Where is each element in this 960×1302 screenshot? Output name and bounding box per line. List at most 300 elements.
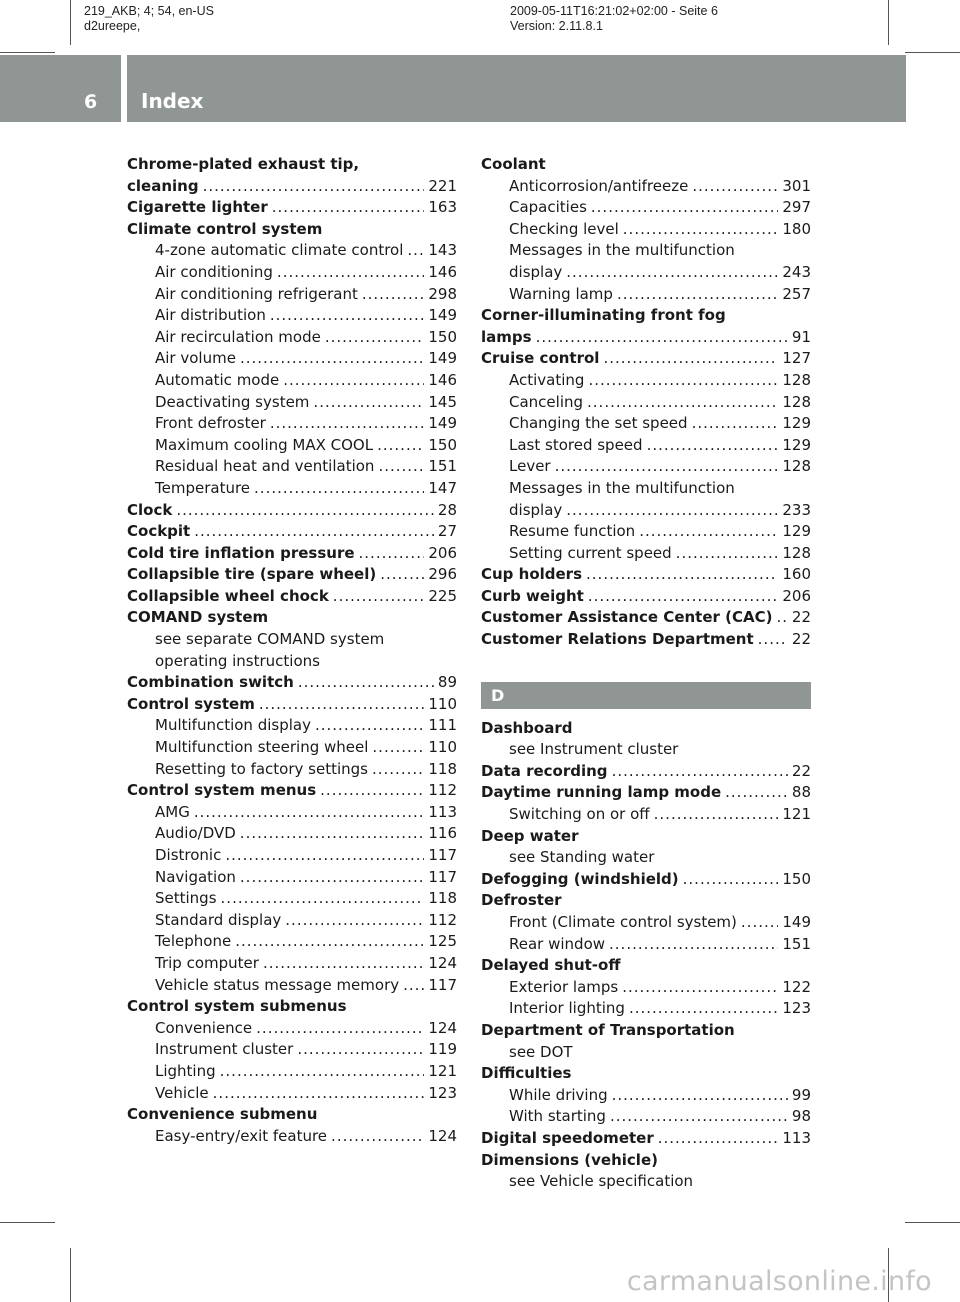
dot-leader <box>372 759 424 781</box>
page-reference[interactable]: 99 <box>791 1085 811 1104</box>
page-reference[interactable]: 88 <box>791 783 811 802</box>
index-entry <box>481 761 811 783</box>
entry-label: Residual heat and ventilation <box>155 457 375 476</box>
index-subentry <box>481 284 811 306</box>
page-reference[interactable]: 128 <box>782 370 811 389</box>
entry-label: With starting <box>509 1107 606 1126</box>
crop-mark <box>0 52 55 53</box>
index-subentry <box>127 845 457 867</box>
page-reference[interactable]: 113 <box>782 1128 811 1147</box>
index-entry <box>481 1150 811 1172</box>
entry-label: Last stored speed <box>509 435 643 454</box>
page-reference[interactable]: 123 <box>428 1083 457 1102</box>
entry-label: Distronic <box>155 846 222 864</box>
entry-label: Combination switch <box>127 673 294 692</box>
index-subentry <box>481 739 811 761</box>
dot-leader <box>256 1018 424 1040</box>
section-letter: D <box>491 685 505 705</box>
dot-leader <box>203 176 425 198</box>
index-entry <box>127 521 457 543</box>
index-entry <box>481 586 811 608</box>
dot-leader <box>283 370 424 392</box>
index-entry <box>481 1020 811 1042</box>
index-group-d <box>481 718 811 1193</box>
page-reference[interactable]: 98 <box>791 1107 811 1126</box>
page-reference[interactable]: 150 <box>428 435 457 454</box>
entry-label: Defogging (windshield) <box>481 869 679 888</box>
dot-leader <box>617 284 778 306</box>
page-reference[interactable]: 117 <box>428 975 457 994</box>
dot-leader <box>240 823 425 845</box>
entry-label: see Standing water <box>509 848 655 867</box>
dot-leader <box>320 780 424 802</box>
index-entry <box>127 564 457 586</box>
index-entry <box>481 890 811 912</box>
entry-label: Canceling <box>509 392 584 411</box>
page-reference[interactable]: 22 <box>791 608 811 627</box>
page-reference[interactable]: 121 <box>782 805 811 824</box>
entry-label: Lighting <box>155 1061 216 1080</box>
entry-label: Dashboard <box>481 718 573 737</box>
index-subentry <box>127 737 457 759</box>
dot-leader <box>676 543 779 565</box>
entry-label: Air recirculation mode <box>155 327 321 346</box>
page-reference[interactable]: 127 <box>782 349 811 368</box>
entry-label: Customer Assistance Center (CAC) <box>481 608 773 627</box>
index-subentry <box>127 1061 457 1083</box>
page-reference[interactable]: 257 <box>782 284 811 303</box>
index-subentry <box>127 1039 457 1061</box>
index-subentry <box>481 912 811 934</box>
entry-label: Customer Relations Department <box>481 630 754 649</box>
page-reference[interactable]: 28 <box>437 500 457 519</box>
dot-leader <box>612 761 788 783</box>
entry-label: Chrome-plated exhaust tip, <box>127 155 360 173</box>
page-reference[interactable]: 110 <box>428 738 457 757</box>
section-letter-band <box>481 682 811 709</box>
dot-leader <box>741 912 778 934</box>
dot-leader <box>758 629 788 651</box>
index-subentry <box>127 262 457 284</box>
dot-leader <box>603 348 778 370</box>
dot-leader <box>285 910 424 932</box>
index-subentry <box>127 629 457 651</box>
entry-label: Front (Climate control system) <box>509 913 737 931</box>
entry-label: Temperature <box>155 478 251 497</box>
page-reference[interactable]: 113 <box>428 802 457 821</box>
index-subentry <box>127 931 457 953</box>
crop-mark <box>70 1248 71 1302</box>
entry-label: Audio/DVD <box>155 824 236 843</box>
entry-label: see DOT <box>509 1042 573 1061</box>
dot-leader <box>298 672 434 694</box>
entry-label: Daytime running lamp mode <box>481 783 722 802</box>
entry-label: Curb weight <box>481 586 584 605</box>
page-reference[interactable]: 118 <box>428 889 457 908</box>
dot-leader <box>623 219 779 241</box>
entry-label: Activating <box>509 370 585 389</box>
dot-leader <box>591 197 778 219</box>
entry-label: lamps <box>481 327 532 346</box>
dot-leader <box>566 500 778 522</box>
entry-label: While driving <box>509 1085 608 1104</box>
page-reference[interactable]: 160 <box>782 565 811 584</box>
dot-leader <box>297 1039 424 1061</box>
index-entry <box>481 955 811 977</box>
dot-leader <box>254 478 424 500</box>
page-reference[interactable]: 233 <box>782 500 811 519</box>
page-reference[interactable]: 149 <box>428 349 457 368</box>
page-reference[interactable]: 145 <box>428 392 457 411</box>
dot-leader <box>587 392 778 414</box>
page-reference[interactable]: 128 <box>782 543 811 562</box>
entry-label: Control system <box>127 694 255 713</box>
page-reference[interactable]: 129 <box>782 414 811 433</box>
index-entry <box>127 176 457 198</box>
index-entry <box>481 564 811 586</box>
index-group-c <box>481 154 811 651</box>
entry-label: Collapsible wheel chock <box>127 586 329 605</box>
print-user-line: d2ureepe, <box>84 19 141 33</box>
dot-leader <box>325 327 425 349</box>
index-subentry <box>481 847 811 869</box>
page-reference[interactable]: 125 <box>428 932 457 951</box>
page-reference[interactable]: 116 <box>428 824 457 843</box>
dot-leader <box>588 586 779 608</box>
entry-label: Switching on or off <box>509 805 650 824</box>
dot-leader <box>259 694 425 716</box>
page-reference[interactable]: 243 <box>782 262 811 281</box>
index-subentry <box>481 1106 811 1128</box>
page-reference[interactable]: 118 <box>428 759 457 778</box>
print-version-line: Version: 2.11.8.1 <box>510 19 603 33</box>
index-entry <box>481 305 811 327</box>
page-reference[interactable]: 163 <box>428 198 457 217</box>
index-subentry <box>127 478 457 500</box>
entry-label: Deep water <box>481 826 579 845</box>
entry-label: Air conditioning refrigerant <box>155 284 358 303</box>
index-subentry <box>127 867 457 889</box>
page-reference[interactable]: 124 <box>428 1126 457 1145</box>
dot-leader <box>362 284 425 306</box>
index-subentry <box>481 1085 811 1107</box>
entry-label: Anticorrosion/antifreeze <box>509 176 689 195</box>
dot-leader <box>692 176 778 198</box>
entry-label: Settings <box>155 889 217 908</box>
entry-label: Cigarette lighter <box>127 198 268 217</box>
page-reference[interactable]: 147 <box>428 478 457 497</box>
page-reference[interactable]: 143 <box>428 241 457 260</box>
index-subentry <box>481 804 811 826</box>
entry-label: Exterior lamps <box>509 977 619 996</box>
page-reference[interactable]: 150 <box>782 869 811 888</box>
entry-label: Coolant <box>481 155 546 173</box>
dot-leader <box>380 564 424 586</box>
entry-label: Dimensions (vehicle) <box>481 1150 658 1169</box>
dot-leader <box>194 802 425 824</box>
entry-label: Climate control system <box>127 219 323 238</box>
dot-leader <box>359 543 425 565</box>
dot-leader <box>272 197 425 219</box>
header-separator <box>121 55 127 122</box>
index-subentry <box>481 413 811 435</box>
index-entry <box>481 826 811 848</box>
entry-label: Control system menus <box>127 781 317 800</box>
page-reference[interactable]: 124 <box>428 953 457 972</box>
crop-mark <box>905 52 960 53</box>
dot-leader <box>536 327 788 349</box>
entry-label: Front defroster <box>155 414 266 433</box>
page-reference[interactable]: 206 <box>428 543 457 562</box>
dot-leader <box>220 1061 425 1083</box>
page-reference[interactable]: 128 <box>782 392 811 411</box>
page-reference[interactable]: 297 <box>782 198 811 217</box>
dot-leader <box>372 737 424 759</box>
entry-label: Multifunction steering wheel <box>155 738 369 757</box>
print-metadata-right <box>510 4 718 34</box>
entry-label: AMG <box>155 802 190 821</box>
page-reference[interactable]: 117 <box>428 846 457 864</box>
entry-label: Rear window <box>509 934 606 953</box>
page-reference[interactable]: 149 <box>428 306 457 325</box>
index-subentry <box>127 715 457 737</box>
dot-leader <box>315 715 424 737</box>
dot-leader <box>654 804 779 826</box>
entry-label: Maximum cooling MAX COOL <box>155 435 374 454</box>
index-entry <box>127 154 457 176</box>
index-subentry <box>481 197 811 219</box>
page-reference[interactable]: 129 <box>782 522 811 541</box>
dot-leader <box>235 931 424 953</box>
page-number: 6 <box>84 91 98 113</box>
index-subentry <box>127 435 457 457</box>
page-reference[interactable]: 122 <box>782 977 811 996</box>
entry-label: Messages in the multifunction <box>509 241 735 260</box>
dot-leader <box>588 370 778 392</box>
page-reference[interactable]: 128 <box>782 457 811 476</box>
page-reference[interactable]: 89 <box>437 673 457 692</box>
entry-label: Deactivating system <box>155 392 310 411</box>
page-reference[interactable]: 91 <box>791 327 811 346</box>
dot-leader <box>629 998 778 1020</box>
entry-label: see Vehicle specification <box>509 1172 694 1191</box>
page-title: Index <box>141 89 204 113</box>
index-subentry <box>481 370 811 392</box>
index-subentry <box>127 392 457 414</box>
index-subentry <box>481 219 811 241</box>
index-subentry <box>127 348 457 370</box>
index-subentry <box>481 543 811 565</box>
dot-leader <box>333 586 425 608</box>
print-job-line: 219_AKB; 4; 54, en-US <box>84 4 214 18</box>
entry-label: Cold tire inflation pressure <box>127 543 355 562</box>
dot-leader <box>692 413 779 435</box>
index-subentry <box>481 934 811 956</box>
entry-label: Setting current speed <box>509 543 672 562</box>
page-header-band <box>0 55 906 122</box>
page-reference[interactable]: 124 <box>428 1018 457 1037</box>
page-reference[interactable]: 206 <box>782 586 811 605</box>
index-entry <box>481 154 811 176</box>
index-subentry <box>481 998 811 1020</box>
index-entry <box>481 1063 811 1085</box>
page-reference[interactable]: 121 <box>428 1061 457 1080</box>
dot-leader <box>313 392 424 414</box>
entry-label: Cockpit <box>127 522 191 541</box>
dot-leader <box>776 607 787 629</box>
watermark: carmanualsonline.info <box>626 1266 932 1297</box>
page-reference[interactable]: 225 <box>428 586 457 605</box>
print-timestamp-line: 2009-05-11T16:21:02+02:00 - Seite 6 <box>510 4 718 18</box>
index-subentry <box>127 651 457 673</box>
index-subentry <box>127 1126 457 1148</box>
index-subentry <box>481 456 811 478</box>
index-subentry <box>127 823 457 845</box>
index-subentry <box>127 370 457 392</box>
dot-leader <box>213 1083 425 1105</box>
entry-label: display <box>509 500 563 519</box>
index-subentry <box>481 240 811 262</box>
index-subentry <box>481 435 811 457</box>
dot-leader <box>194 521 434 543</box>
entry-label: Difficulties <box>481 1064 572 1083</box>
index-entry <box>127 607 457 629</box>
dot-leader <box>725 782 788 804</box>
page-reference[interactable]: 301 <box>782 176 811 195</box>
index-entry <box>127 996 457 1018</box>
page-reference[interactable]: 111 <box>428 716 457 735</box>
page-reference[interactable]: 150 <box>428 327 457 346</box>
page-reference[interactable]: 22 <box>791 630 811 649</box>
index-entry <box>481 782 811 804</box>
entry-label: Lever <box>509 457 551 476</box>
page-reference[interactable]: 112 <box>428 781 457 800</box>
entry-label: display <box>509 262 563 281</box>
index-subentry <box>127 240 457 262</box>
entry-label: Telephone <box>155 932 232 951</box>
dot-leader <box>221 888 425 910</box>
page-reference[interactable]: 149 <box>782 913 811 931</box>
page-reference[interactable]: 119 <box>428 1040 457 1059</box>
page-reference[interactable]: 112 <box>428 910 457 929</box>
index-entry <box>127 219 457 241</box>
page-reference[interactable]: 296 <box>428 565 457 584</box>
page-reference[interactable]: 22 <box>791 761 811 780</box>
dot-leader <box>240 348 424 370</box>
page-reference[interactable]: 117 <box>428 867 457 886</box>
crop-mark <box>0 1222 55 1223</box>
dot-leader <box>407 240 424 262</box>
index-subentry <box>127 1018 457 1040</box>
page-reference[interactable]: 180 <box>782 219 811 238</box>
index-subentry <box>481 1171 811 1193</box>
dot-leader <box>612 1085 788 1107</box>
page-reference[interactable]: 151 <box>782 934 811 953</box>
dot-leader <box>225 845 424 867</box>
crop-mark <box>905 1222 960 1223</box>
index-entry <box>481 607 811 629</box>
index-entry <box>127 197 457 219</box>
index-subentry <box>127 305 457 327</box>
index-subentry <box>127 802 457 824</box>
print-metadata-left <box>84 4 214 34</box>
dot-leader <box>683 869 779 891</box>
page-reference[interactable]: 110 <box>428 694 457 713</box>
crop-mark <box>888 0 889 45</box>
index-subentry <box>481 1042 811 1064</box>
entry-label: Cruise control <box>481 349 600 368</box>
page-reference[interactable]: 146 <box>428 262 457 281</box>
index-entry <box>481 869 811 891</box>
entry-label: Vehicle <box>155 1083 209 1102</box>
page-reference[interactable]: 151 <box>428 457 457 476</box>
index-subentry <box>481 977 811 999</box>
dot-leader <box>609 934 778 956</box>
page-reference[interactable]: 146 <box>428 370 457 389</box>
dot-leader <box>658 1128 779 1150</box>
dot-leader <box>277 262 424 284</box>
entry-label: Resume function <box>509 522 636 541</box>
index-subentry <box>481 262 811 284</box>
entry-label: Air distribution <box>155 306 266 325</box>
dot-leader <box>647 435 779 457</box>
page-reference[interactable]: 221 <box>428 176 457 195</box>
index-subentry <box>127 888 457 910</box>
entry-label: Changing the set speed <box>509 414 688 433</box>
index-entry <box>127 694 457 716</box>
entry-label: Collapsible tire (spare wheel) <box>127 565 377 584</box>
entry-label: Cup holders <box>481 565 583 584</box>
dot-leader <box>176 500 434 522</box>
entry-label: cleaning <box>127 176 199 195</box>
entry-label: Automatic mode <box>155 370 280 389</box>
entry-label: Air volume <box>155 349 236 368</box>
index-entry <box>481 629 811 651</box>
entry-label: Defroster <box>481 891 562 910</box>
dot-leader <box>377 435 424 457</box>
entry-label: Multifunction display <box>155 716 311 735</box>
index-subentry <box>127 759 457 781</box>
entry-label: Trip computer <box>155 953 259 972</box>
index-entry <box>127 672 457 694</box>
page-reference[interactable]: 298 <box>428 284 457 303</box>
dot-leader <box>610 1106 788 1128</box>
dot-leader <box>403 975 424 997</box>
entry-label: Messages in the multifunction <box>509 478 735 497</box>
index-entry <box>127 500 457 522</box>
page-reference[interactable]: 123 <box>782 999 811 1018</box>
index-entry <box>127 780 457 802</box>
entry-label: Convenience <box>155 1018 253 1037</box>
entry-label: Control system submenus <box>127 997 347 1016</box>
dot-leader <box>378 456 424 478</box>
dot-leader <box>566 262 778 284</box>
index-subentry <box>127 413 457 435</box>
page-reference[interactable]: 27 <box>437 522 457 541</box>
entry-label: operating instructions <box>155 651 320 670</box>
index-entry <box>481 1128 811 1150</box>
page-reference[interactable]: 129 <box>782 435 811 454</box>
index-subentry <box>127 327 457 349</box>
index-subentry <box>481 392 811 414</box>
page-reference[interactable]: 149 <box>428 414 457 433</box>
dot-leader <box>622 977 778 999</box>
index-subentry <box>127 953 457 975</box>
entry-label: 4-zone automatic climate control <box>155 241 404 260</box>
entry-label: Corner-illuminating front fog <box>481 306 726 325</box>
entry-label: Checking level <box>509 219 619 238</box>
dot-leader <box>270 413 425 435</box>
